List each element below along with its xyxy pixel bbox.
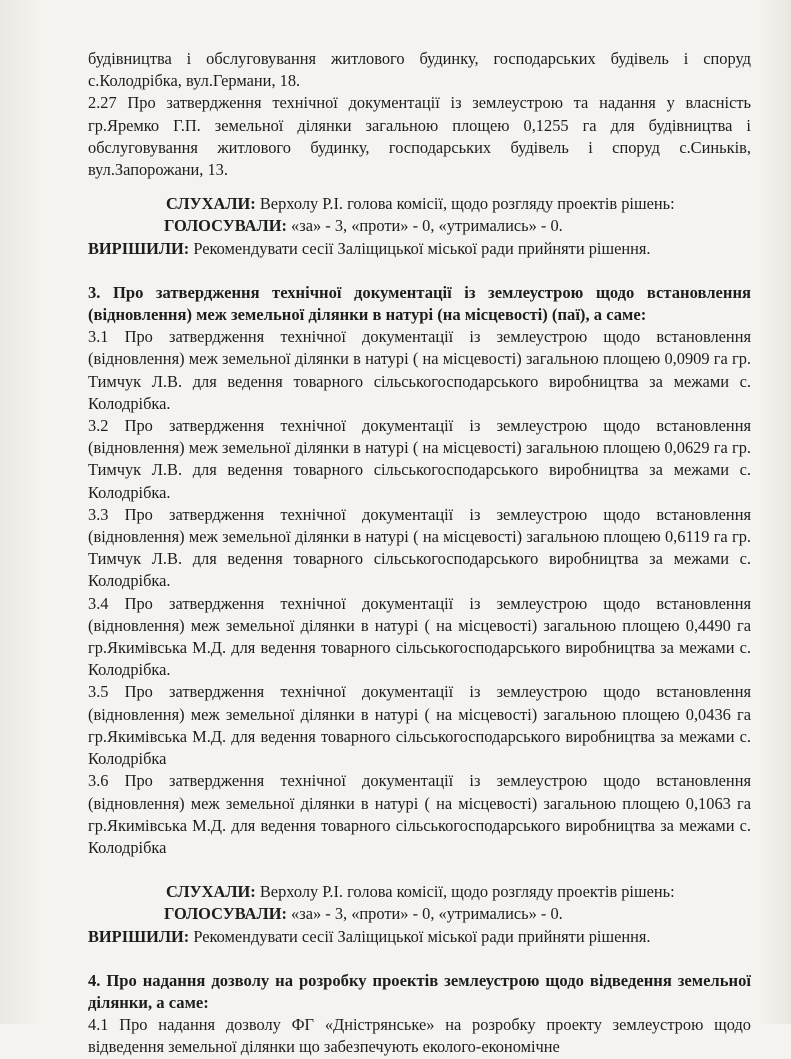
heard-label: СЛУХАЛИ: bbox=[166, 882, 256, 902]
heard-text: Верхолу Р.І. голова комісії, щодо розгляду проектів рішень: bbox=[255, 194, 675, 214]
decided-text: Рекомендувати сесії Заліщицької міської ради прийняти рішення. bbox=[189, 238, 651, 258]
item-4-1: 4.1 Про надання дозволу ФГ «Дністрянське» на розробку проекту землеустрою щодо відведення земельної ділянки що забезпечують еколого-економічне bbox=[88, 1015, 751, 1057]
decided-text: Рекомендувати сесії Заліщицької міської ради прийняти рішення. bbox=[189, 926, 651, 946]
voted-label: ГОЛОСУВАЛИ: bbox=[164, 904, 287, 924]
vote2-voted bbox=[88, 903, 751, 925]
decided-label: ВИРІШИЛИ: bbox=[88, 238, 190, 258]
heard-label: СЛУХАЛИ: bbox=[166, 194, 256, 214]
voted-text: «за» - 3, «проти» - 0, «утримались» - 0. bbox=[286, 216, 563, 236]
item-3-6: 3.6 Про затвердження технічної документації із землеустрою щодо встановлення (відновлення) меж земельної ділянки в натурі ( на місцевості) загальною площею 0,1063 га гр.Якимівська М.Д. для ведення товарного сільськогосподарського виробництва за межами с. Колодрібка bbox=[88, 771, 751, 857]
item-3-4: 3.4 Про затвердження технічної документації із землеустрою щодо встановлення (відновлення) меж земельної ділянки в натурі ( на місцевості) загальною площею 0,4490 га гр.Якимівська М.Д. для ведення товарного сільськогосподарського виробництва за межами с. Колодрібка. bbox=[88, 593, 751, 680]
voted-label: ГОЛОСУВАЛИ: bbox=[164, 216, 287, 236]
vote1-voted bbox=[88, 215, 751, 237]
heard-text: Верхолу Р.І. голова комісії, щодо розгляду проектів рішень: bbox=[255, 882, 675, 902]
item-3-3: 3.3 Про затвердження технічної документації із землеустрою щодо встановлення (відновлення) меж земельної ділянки в натурі ( на місцевості) загальною площею 0,6119 га гр. Тимчук Л.В. для ведення товарного сільськогосподарського виробництва за межами с. Колодрібка. bbox=[88, 504, 751, 591]
section-4-heading: 4. Про надання дозволу на розробку проектів землеустрою щодо відведення земельної ділянки, а саме: bbox=[88, 970, 751, 1012]
item-2-27: 2.27 Про затвердження технічної документації із землеустрою та надання у власність гр.Яремко Г.П. земельної ділянки загальною площею 0,1255 га для будівництва і обслуговування житлового будинку, господарських будівель і споруд с.Синьків, вул.Запорожани, 13. bbox=[88, 93, 751, 180]
decided-label: ВИРІШИЛИ: bbox=[88, 926, 190, 946]
item-2-26-continuation: будівництва і обслуговування житлового будинку, господарських будівель і споруд с.Колодрібка, вул.Германи, 18. bbox=[88, 49, 751, 91]
item-3-5: 3.5 Про затвердження технічної документації із землеустрою щодо встановлення (відновлення) меж земельної ділянки в натурі ( на місцевості) загальною площею 0,0436 га гр.Якимівська М.Д. для ведення товарного сільськогосподарського виробництва за межами с. Колодрібка bbox=[88, 682, 751, 769]
item-3-2: 3.2 Про затвердження технічної документації із землеустрою щодо встановлення (відновлення) меж земельної ділянки в натурі ( на місцевості) загальною площею 0,0629 га гр. Тимчук Л.В. для ведення товарного сільськогосподарського виробництва за межами с. Колодрібка. bbox=[88, 416, 751, 502]
voted-text: «за» - 3, «проти» - 0, «утримались» - 0. bbox=[286, 904, 563, 924]
vote2-decided bbox=[88, 926, 751, 948]
section-3-heading: 3. Про затвердження технічної документації із землеустрою щодо встановлення (відновлення) меж земельної ділянки в натурі (на місцевості) (паї), а саме: bbox=[88, 282, 751, 325]
vote1-heard bbox=[88, 193, 751, 215]
item-3-1: 3.1 Про затвердження технічної документації із землеустрою щодо встановлення (відновлення) меж земельної ділянки в натурі ( на місцевості) загальною площею 0,0909 га гр. Тимчук Л.В. для ведення товарного сільськогосподарського виробництва за межами с. Колодрібка. bbox=[88, 327, 751, 413]
vote2-heard bbox=[88, 881, 751, 903]
vote1-decided bbox=[88, 238, 751, 260]
